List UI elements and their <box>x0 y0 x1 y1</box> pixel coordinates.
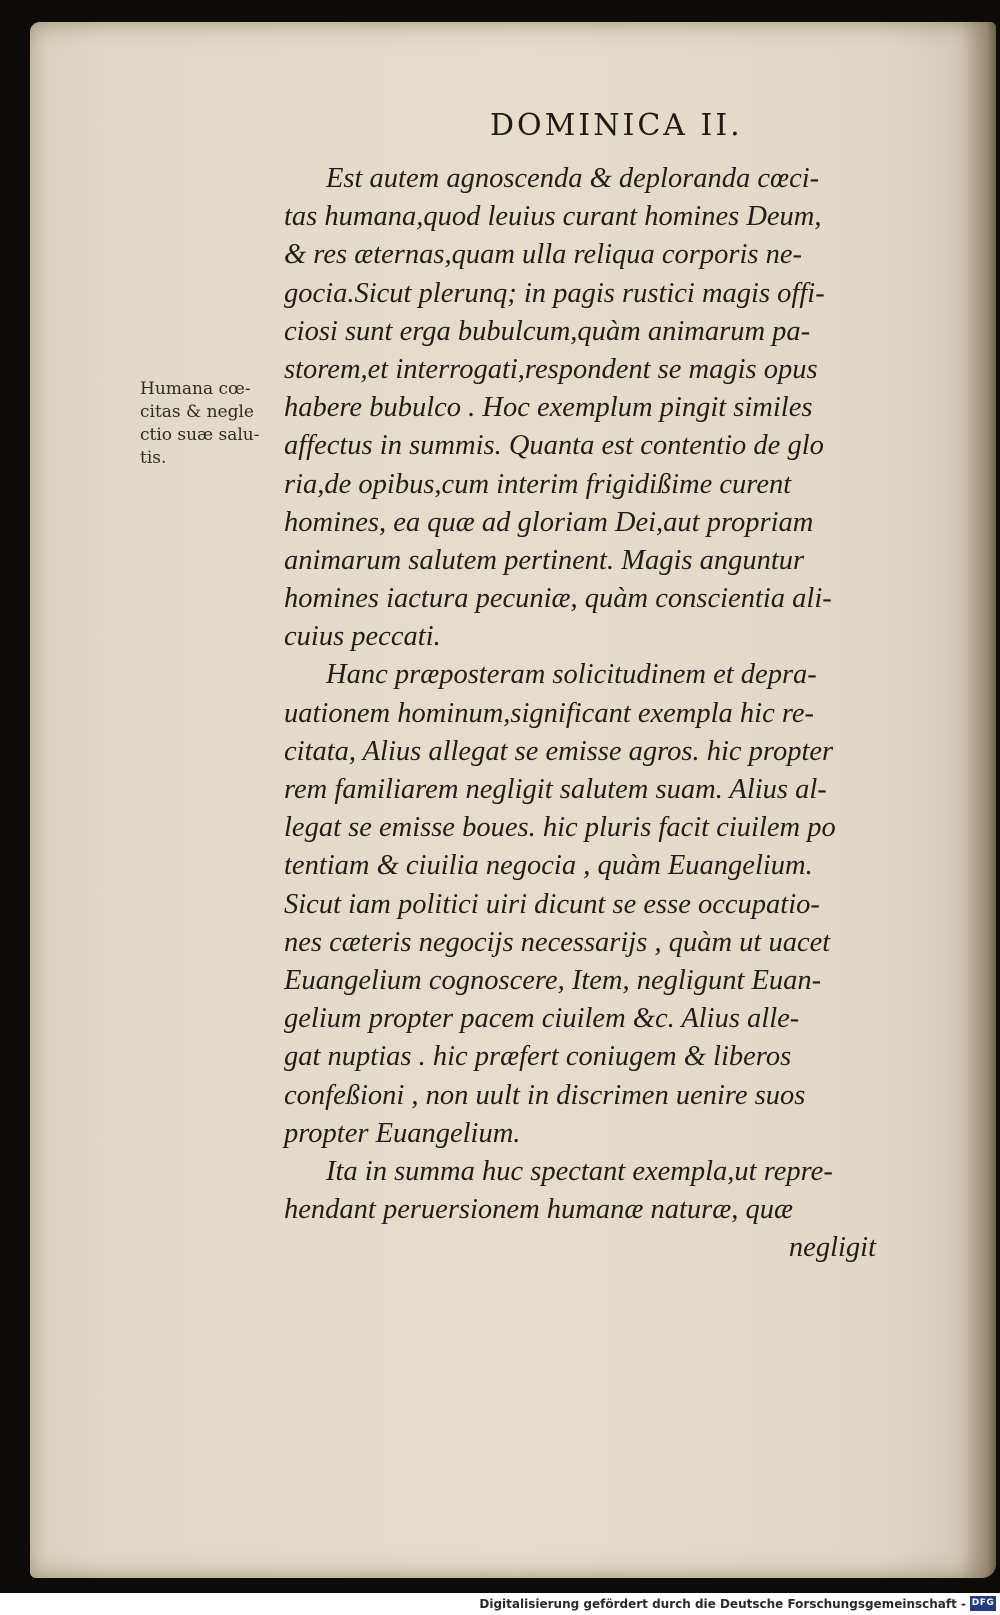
text-line: confeßioni , non uult in discrimen uenire suos <box>284 1079 806 1111</box>
text-line: rem familiarem negligit salutem suam. Alius al- <box>284 774 827 805</box>
marginal-note <box>140 378 290 470</box>
text-line: storem,et interrogati,respondent se magis opus <box>284 353 818 385</box>
text-line: gocia.Sicut plerunq; in pagis rustici magis offi- <box>284 277 825 309</box>
text-line: affectus in summis. Quanta est contentio de glo <box>284 430 824 462</box>
footer-strip <box>0 1593 1000 1615</box>
text-line: homines, ea quæ ad gloriam Dei,aut propriam <box>284 506 814 538</box>
digitization-credit: Digitalisierung gefördert durch die Deutsche Forschungsgemeinschaft - <box>479 1597 966 1611</box>
text-line: Sicut iam politici uiri dicunt se esse occupatio- <box>284 888 820 920</box>
text-line: gat nuptias . hic præfert coniugem & liberos <box>284 1041 792 1073</box>
main-text-block <box>284 160 904 1267</box>
text-line: nes cæteris negocijs necessarijs , quàm ut uacet <box>284 926 831 958</box>
text-line: hendant peruersionem humanæ naturæ, quæ <box>284 1194 794 1226</box>
text-line: habere bubulco . Hoc exemplum pingit similes <box>284 392 813 424</box>
text-line: tas humana,quod leuius curant homines Deum, <box>284 201 822 233</box>
marginal-note-line: Humana cœ- <box>140 379 251 399</box>
text-line: gelium propter pacem ciuilem &c. Alius alle- <box>284 1003 800 1035</box>
text-line: animarum salutem pertinent. Magis anguntur <box>284 544 805 576</box>
catchword: negligit <box>788 1232 876 1264</box>
text-line: tentiam & ciuilia negocia , quàm Euangelium. <box>284 850 813 882</box>
marginal-note-line: tis. <box>140 448 167 468</box>
text-line: Euangelium cognoscere, Item, negligunt Euan- <box>284 964 822 996</box>
text-line: legat se emisse boues. hic pluris facit ciuilem po <box>284 812 836 844</box>
text-line: & res æternas,quam ulla reliqua corporis ne- <box>284 239 802 271</box>
page-gutter-shadow <box>962 22 996 1578</box>
text-line: Hanc præposteram solicitudinem et depra- <box>326 659 817 691</box>
text-line: ciosi sunt erga bubulcum,quàm animarum pa- <box>284 315 811 347</box>
text-line: citata, Alius allegat se emisse agros. hic propter <box>284 735 834 767</box>
text-line: homines iactura pecuniæ, quàm conscientia ali- <box>284 583 832 615</box>
text-line: propter Euangelium. <box>284 1117 521 1149</box>
text-line: Est autem agnoscenda & deploranda cœci- <box>326 163 820 194</box>
marginal-note-line: citas & negle <box>140 402 254 422</box>
text-line: ria,de opibus,cum interim frigidißime curent <box>284 468 792 500</box>
running-head: DOMINICA II. <box>490 108 743 143</box>
text-line: uationem hominum,significant exempla hic re- <box>284 697 815 729</box>
dfg-logo-icon: DFG <box>970 1596 996 1611</box>
text-line: cuius peccati. <box>284 621 441 653</box>
text-line: Ita in summa huc spectant exempla,ut repre- <box>326 1155 833 1187</box>
marginal-note-line: ctio suæ salu- <box>140 425 260 445</box>
